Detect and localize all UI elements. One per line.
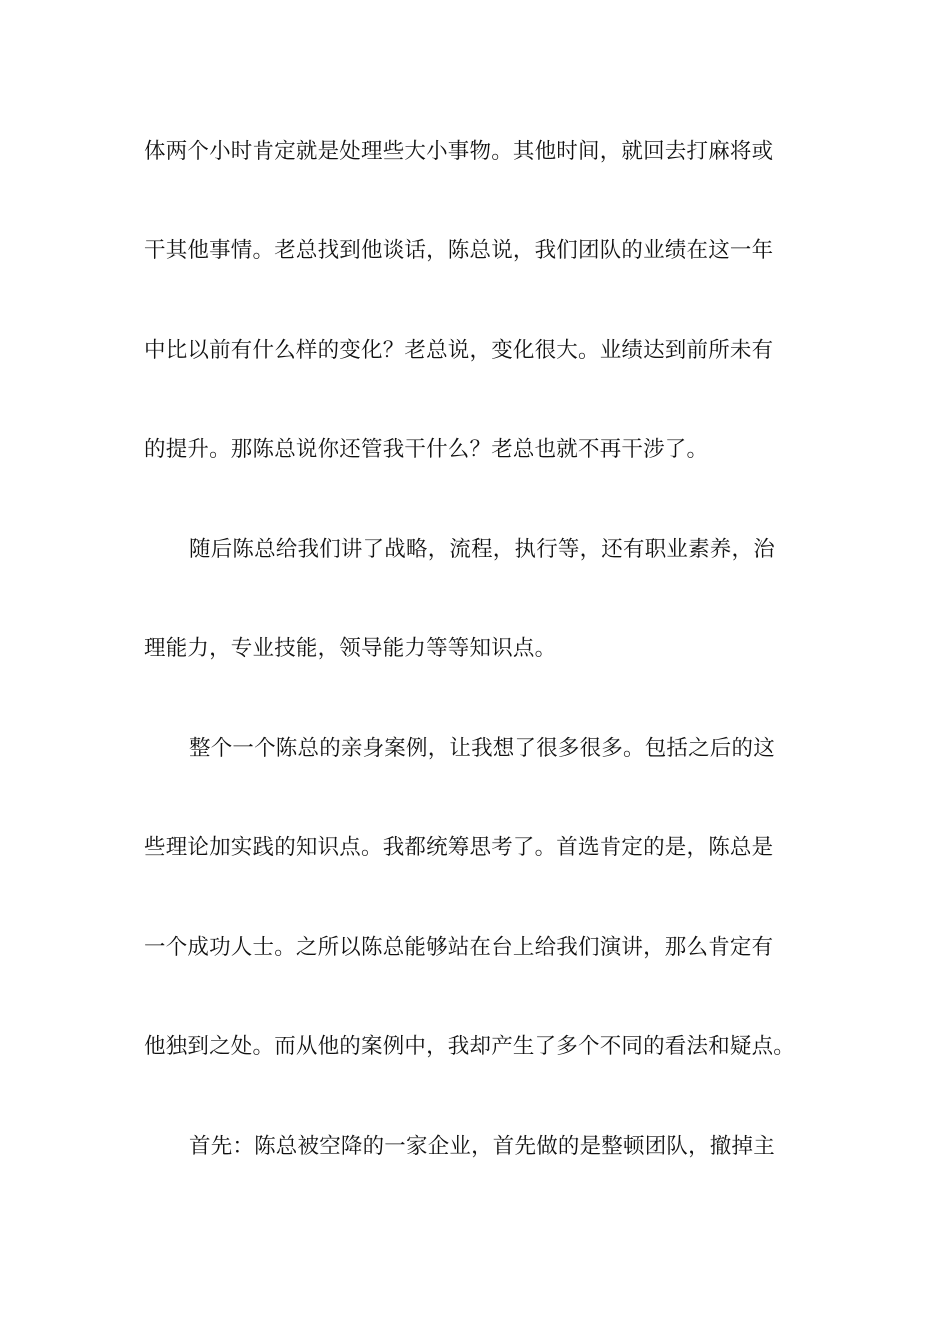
paragraph-first-line: 整个一个陈总的亲身案例，让我想了很多很多。包括之后的这 (189, 736, 775, 761)
text-line: 他独到之处。而从他的案例中，我却产生了多个不同的看法和疑点。 (144, 1034, 796, 1059)
paragraph-first-line: 首先：陈总被空降的一家企业，首先做的是整顿团队，撤掉主 (189, 1134, 775, 1159)
text-line: 中比以前有什么样的变化？老总说，变化很大。业绩达到前所未有 (144, 338, 774, 363)
text-line: 些理论加实践的知识点。我都统筹思考了。首选肯定的是，陈总是 (144, 835, 774, 860)
text-line: 干其他事情。老总找到他谈话，陈总说，我们团队的业绩在这一年 (144, 238, 774, 263)
text-line: 体两个小时肯定就是处理些大小事物。其他时间，就回去打麻将或 (144, 139, 774, 164)
text-line: 的提升。那陈总说你还管我干什么？老总也就不再干涉了。 (144, 437, 709, 462)
paragraph-first-line: 随后陈总给我们讲了战略，流程，执行等，还有职业素养，治 (189, 537, 775, 562)
text-line: 一个成功人士。之所以陈总能够站在台上给我们演讲，那么肯定有 (144, 935, 774, 960)
text-line: 理能力，专业技能，领导能力等等知识点。 (144, 636, 557, 661)
